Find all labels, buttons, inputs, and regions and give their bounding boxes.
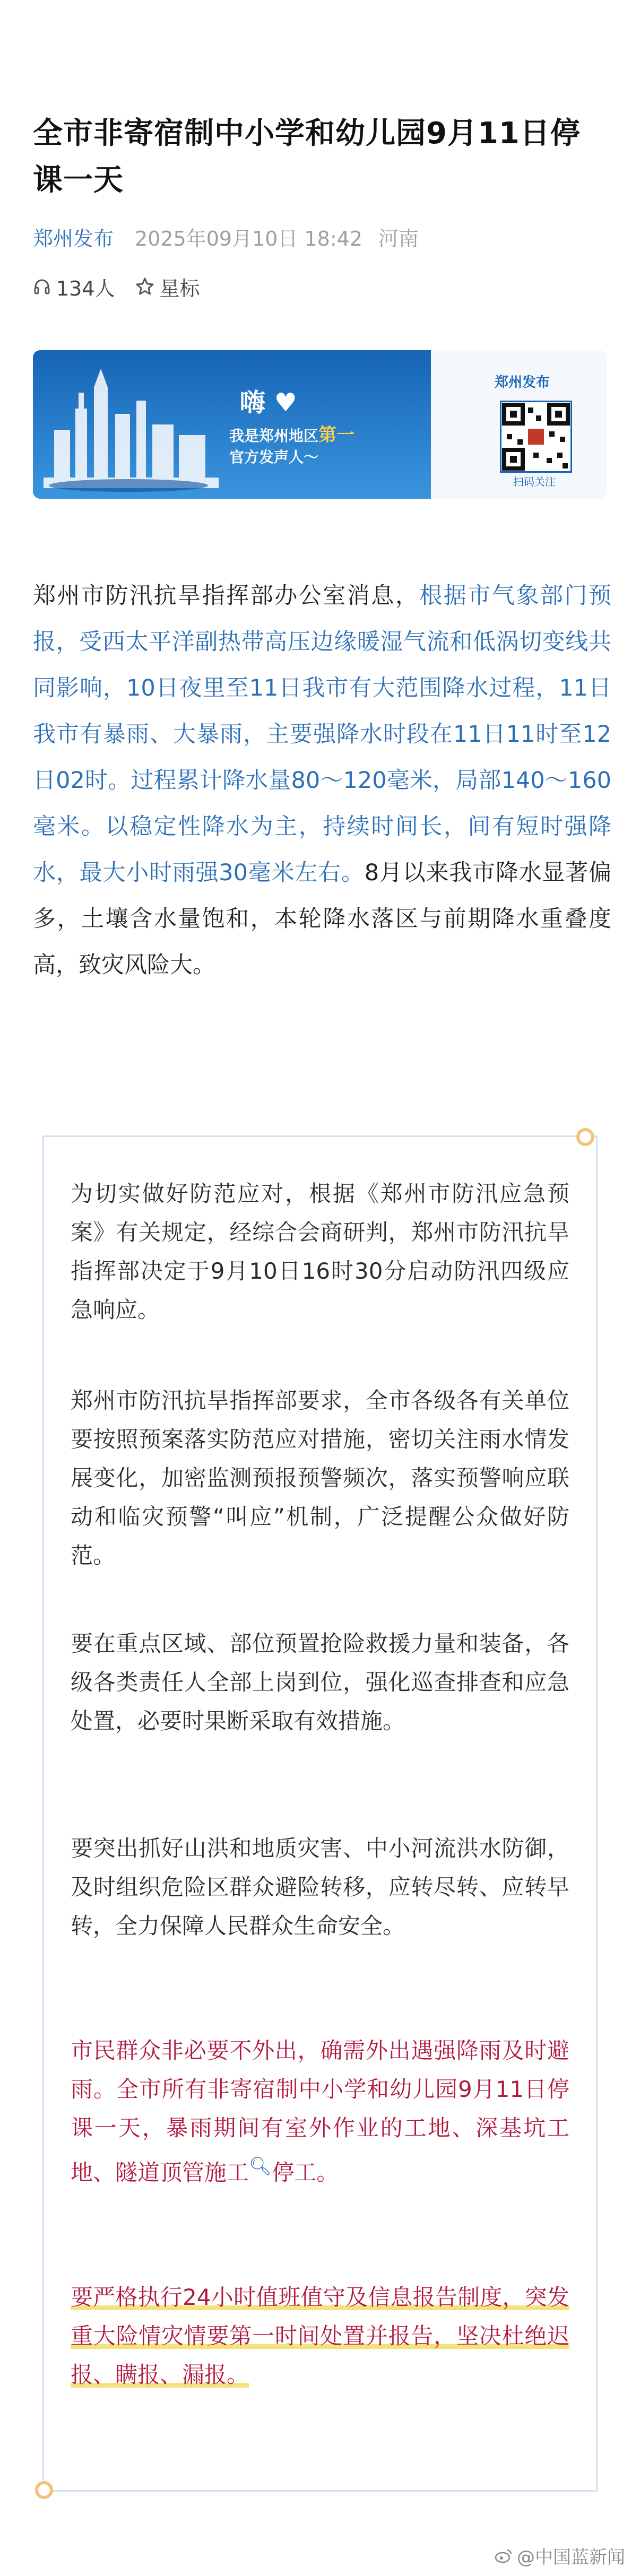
notice-paragraph-4: 要突出抓好山洪和地质灾害、中小河流洪水防御，及时组织危险区群众避险转移，应转尽转、应转早转，全力保障人民群众生命安全。	[71, 1835, 569, 1939]
notice-paragraph-6-text: 要严格执行24小时值班值守及信息报告制度，突发重大险情灾情要第一时间处置并报告，坚决杜绝迟报、瞒报、漏报。	[71, 2284, 569, 2388]
watermark	[495, 2543, 625, 2569]
notice-paragraph-1: 为切实做好防范应对，根据《郑州市防汛应急预案》有关规定，经综合会商研判，郑州市防汛抗旱指挥部决定于9月10日16时30分启动防汛四级应急响应。	[71, 1181, 569, 1323]
notice-paragraph-3: 要在重点区域、部位预置抢险救援力量和装备，各级各类责任人全部上岗到位，强化巡查排查和应急处置，必要时果断采取有效措施。	[71, 1630, 569, 1734]
weibo-icon	[495, 2548, 513, 2564]
article-stats	[33, 272, 220, 301]
article-title: 全市非寄宿制中小学和幼儿园9月11日停课一天	[33, 116, 581, 197]
article-meta	[33, 223, 419, 250]
intro-forecast-text: 根据市气象部门预报，受西太平洋副热带高压边缘暖湿气流和低涡切变线共同影响，10日夜里至11日我市有大范围降水过程，11日我市有暴雨、大暴雨，主要强降水时段在11日11时至12日02时。过程累计降水量80～120毫米，局部140～160毫米。以稳定性降水为主，持续时间长，间有短时强降水，最大小时雨强30毫米左右。	[33, 583, 612, 886]
source-link[interactable]: 郑州发布	[33, 227, 114, 250]
banner-band	[33, 350, 431, 499]
banner-slogan-line1: 我是郑州地区	[229, 427, 319, 445]
intro-paragraph	[33, 573, 611, 988]
banner-greeting: 嗨 ♥	[240, 388, 297, 418]
search-icon[interactable]: 🔍︎	[249, 2156, 272, 2177]
listeners-count[interactable]	[33, 272, 115, 301]
city-skyline-icon	[44, 350, 219, 499]
banner-slogan	[229, 424, 354, 468]
qr-code	[500, 401, 572, 473]
star-button[interactable]	[135, 272, 200, 301]
notice-paragraph-5-text: 市民群众非必要不外出，确需外出遇强降雨及时避雨。全市所有非寄宿制中小学和幼儿园9月11日停课一天，暴雨期间有室外作业的工地、深基坑工地、隧道顶管施工	[71, 2037, 569, 2185]
star-label: 星标	[159, 276, 200, 300]
headphones-icon	[33, 277, 51, 296]
publish-date: 2025年09月10日 18:42	[135, 227, 363, 250]
banner-logo: 郑州发布	[495, 375, 550, 391]
notice-box	[42, 1135, 598, 2492]
intro-text: 郑州市防汛抗旱指挥部办公室消息，	[33, 583, 420, 609]
intro-risk-text: 8月以来我市降水显著偏多，土壤含水量饱和，本轮降水落区与前期降水重叠度高，致灾风险大。	[33, 860, 612, 978]
banner-slogan-line2: 官方发声人～	[229, 448, 319, 466]
qr-label: 扫码关注	[513, 475, 556, 488]
notice-paragraph-2: 郑州市防汛抗旱指挥部要求，全市各级各有关单位要按照预案落实防范应对措施，密切关注雨水情发展变化，加密监测预报预警频次，落实预警响应联动和临灾预警“叫应”机制，广泛提醒公众做好防范。	[71, 1387, 569, 1568]
banner-slogan-highlight: 第一	[318, 424, 355, 446]
location-label: 河南	[378, 227, 419, 250]
corner-dot-icon	[35, 2481, 53, 2499]
listeners-label: 134人	[56, 276, 115, 300]
notice-paragraph-6	[71, 2278, 569, 2394]
watermark-text: @中国蓝新闻	[517, 2547, 625, 2568]
promo-banner[interactable]	[33, 350, 607, 499]
corner-dot-icon	[576, 1128, 594, 1146]
qr-code-icon	[501, 402, 570, 471]
star-icon	[135, 277, 154, 296]
notice-paragraph-5-end: 停工。	[272, 2159, 339, 2185]
notice-paragraph-5	[71, 2031, 569, 2192]
